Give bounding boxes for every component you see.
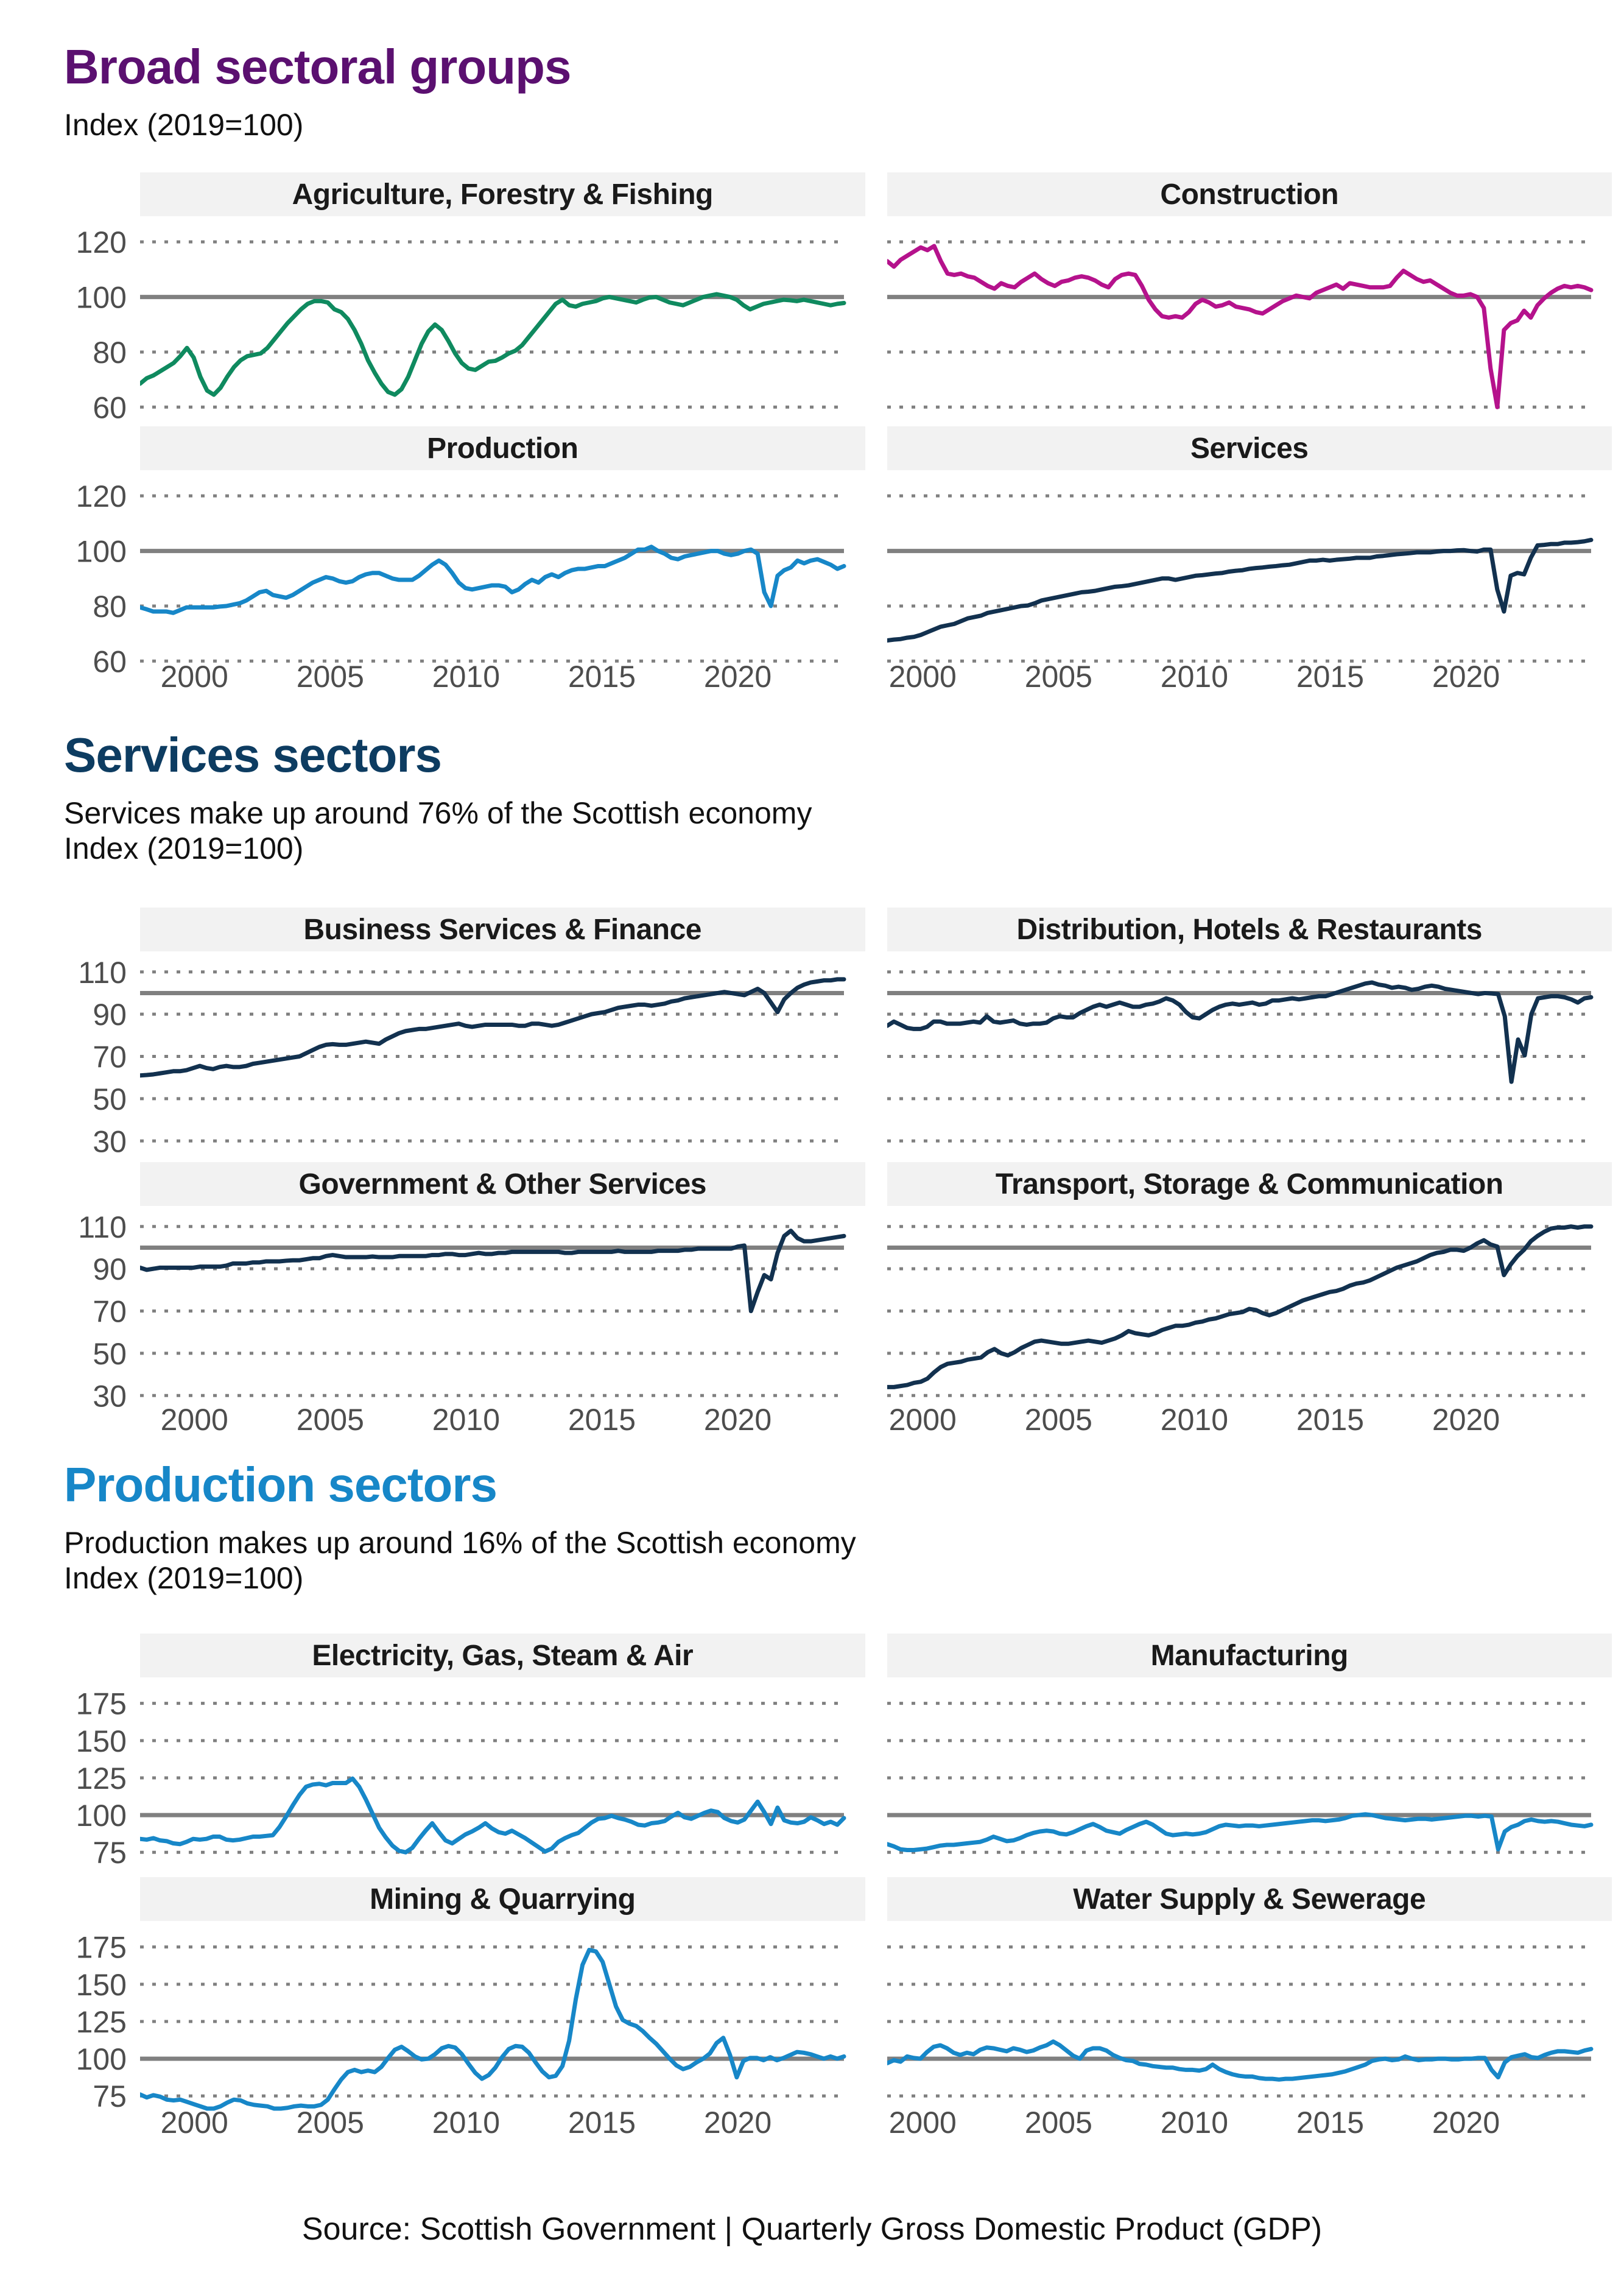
svg-text:60: 60 [93, 644, 127, 679]
section-services-sectors [0, 728, 1624, 866]
section-broad-sectoral-groups [0, 40, 1624, 143]
svg-text:2015: 2015 [1296, 660, 1365, 694]
svg-text:30: 30 [93, 1124, 127, 1159]
section-title-broad: Broad sectoral groups [64, 40, 571, 94]
svg-text:175: 175 [76, 1930, 127, 1965]
svg-text:2000: 2000 [160, 660, 228, 694]
svg-text:2005: 2005 [1024, 1403, 1092, 1437]
section-subtitle-production-share: Production makes up around 16% of the Scottish economy [64, 1526, 856, 1560]
svg-text:2005: 2005 [1024, 2106, 1092, 2140]
svg-text:2020: 2020 [1432, 2106, 1500, 2140]
svg-text:60: 60 [93, 390, 127, 425]
panel-title-label: Construction [1160, 178, 1339, 211]
panel-title-label: Business Services & Finance [303, 913, 701, 946]
panel-title-label: Agriculture, Forestry & Fishing [292, 178, 713, 211]
svg-text:75: 75 [93, 2079, 127, 2114]
panel-title-label: Distribution, Hotels & Restaurants [1016, 913, 1482, 946]
svg-text:125: 125 [76, 1761, 127, 1796]
svg-text:90: 90 [93, 998, 127, 1032]
section-subtitle-services-index: Index (2019=100) [64, 831, 304, 865]
svg-text:30: 30 [93, 1379, 127, 1414]
svg-text:150: 150 [76, 1724, 127, 1758]
svg-text:2010: 2010 [432, 2106, 501, 2140]
svg-text:2005: 2005 [296, 660, 364, 694]
svg-text:2000: 2000 [160, 1403, 228, 1437]
svg-text:2020: 2020 [703, 660, 772, 694]
section-subtitle-broad: Index (2019=100) [64, 108, 304, 142]
svg-text:90: 90 [93, 1252, 127, 1287]
svg-text:2020: 2020 [1432, 1403, 1500, 1437]
svg-text:2005: 2005 [1024, 660, 1092, 694]
panel-title-label: Services [1190, 432, 1309, 465]
services-axes-overlay [0, 908, 1624, 1450]
svg-text:100: 100 [76, 2042, 127, 2077]
svg-text:2010: 2010 [1160, 660, 1229, 694]
svg-text:120: 120 [76, 479, 127, 514]
source-footer: Source: Scottish Government | Quarterly Gross Domestic Product (GDP) [301, 2212, 1323, 2247]
production-axes-overlay [0, 1634, 1624, 2157]
svg-text:2010: 2010 [432, 660, 501, 694]
svg-text:2020: 2020 [703, 2106, 772, 2140]
svg-text:2005: 2005 [296, 2106, 364, 2140]
section-subtitle-services-share: Services make up around 76% of the Scottish economy [64, 796, 812, 830]
svg-text:2015: 2015 [568, 660, 636, 694]
svg-text:2000: 2000 [888, 2106, 957, 2140]
svg-text:2015: 2015 [568, 2106, 636, 2140]
section-subtitle-production-index: Index (2019=100) [64, 1561, 304, 1595]
svg-text:2015: 2015 [1296, 2106, 1365, 2140]
svg-text:80: 80 [93, 335, 127, 370]
section-title-services: Services sectors [64, 728, 442, 782]
svg-text:2010: 2010 [432, 1403, 501, 1437]
broad-axes-overlay [0, 172, 1624, 708]
panel-title-label: Transport, Storage & Communication [995, 1168, 1503, 1200]
svg-text:2000: 2000 [888, 660, 957, 694]
panel-title-label: Production [427, 432, 578, 465]
panel-title-label: Manufacturing [1150, 1639, 1348, 1672]
svg-text:100: 100 [76, 534, 127, 569]
svg-text:110: 110 [78, 955, 127, 990]
svg-text:2010: 2010 [1160, 1403, 1229, 1437]
svg-text:2010: 2010 [1160, 2106, 1229, 2140]
svg-text:2005: 2005 [296, 1403, 364, 1437]
svg-text:100: 100 [76, 1799, 127, 1833]
svg-text:70: 70 [93, 1040, 127, 1074]
panel-title-label: Government & Other Services [298, 1168, 706, 1200]
svg-text:50: 50 [93, 1082, 127, 1116]
svg-text:2015: 2015 [568, 1403, 636, 1437]
svg-text:110: 110 [78, 1210, 127, 1244]
svg-text:50: 50 [93, 1336, 127, 1371]
svg-text:75: 75 [93, 1836, 127, 1870]
svg-text:2000: 2000 [160, 2106, 228, 2140]
panel-title-label: Water Supply & Sewerage [1073, 1883, 1426, 1916]
panel-title-label: Mining & Quarrying [370, 1883, 636, 1916]
svg-text:125: 125 [76, 2004, 127, 2039]
svg-text:70: 70 [93, 1294, 127, 1329]
svg-text:100: 100 [76, 280, 127, 315]
svg-text:175: 175 [76, 1687, 127, 1721]
svg-text:2015: 2015 [1296, 1403, 1365, 1437]
svg-text:150: 150 [76, 1967, 127, 2002]
panel-title-label: Electricity, Gas, Steam & Air [312, 1639, 694, 1672]
svg-text:2020: 2020 [1432, 660, 1500, 694]
svg-text:2020: 2020 [703, 1403, 772, 1437]
section-title-production: Production sectors [64, 1457, 497, 1512]
svg-text:120: 120 [76, 225, 127, 260]
svg-text:2000: 2000 [888, 1403, 957, 1437]
section-production-sectors [0, 1457, 1624, 1596]
svg-text:80: 80 [93, 589, 127, 624]
